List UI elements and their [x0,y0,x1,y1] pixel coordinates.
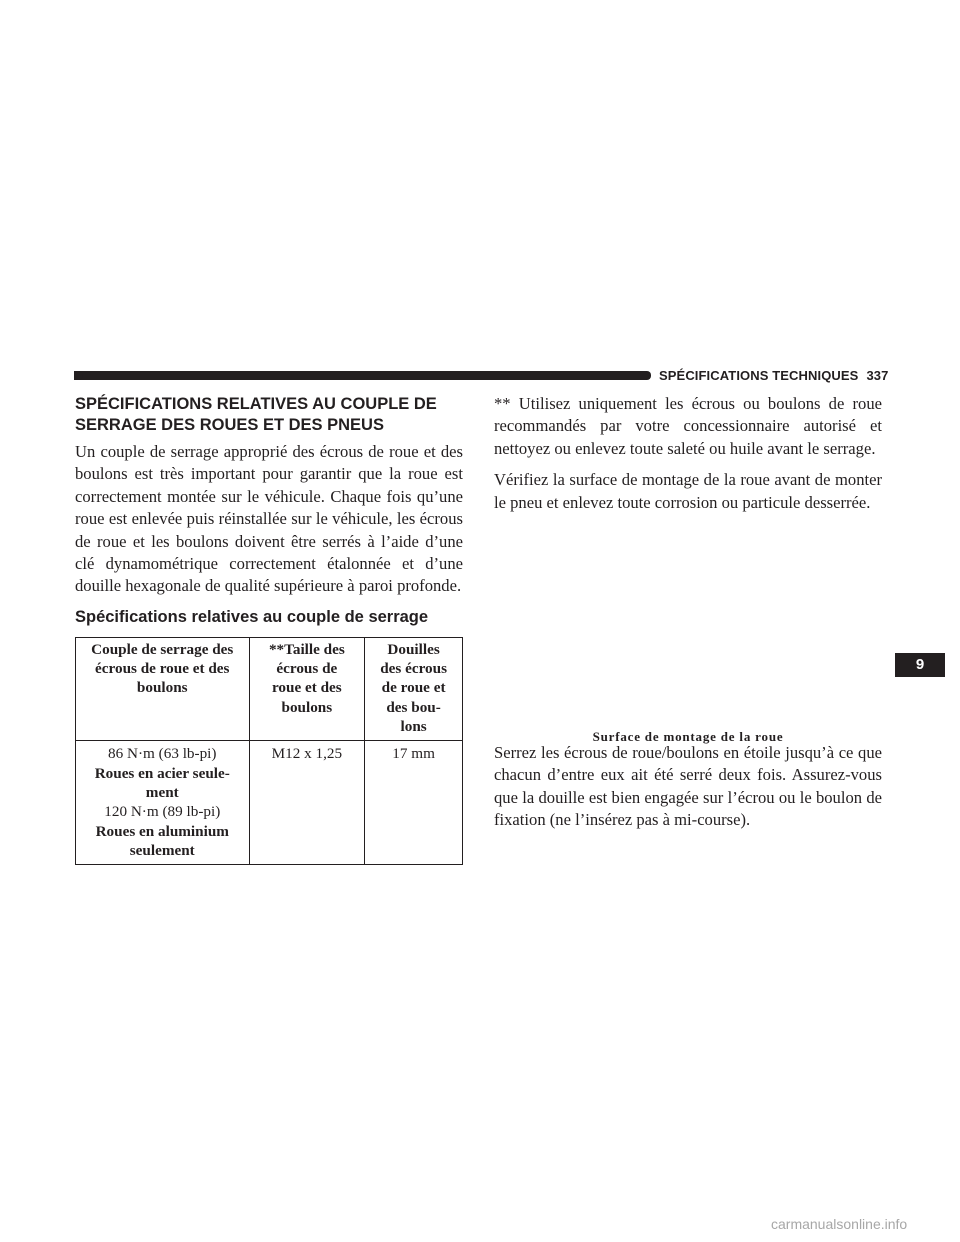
right-column [494,393,882,514]
section-title-line-2: SERRAGE DES ROUES ET DES PNEUS [75,416,384,434]
figure-caption: Surface de montage de la roue [592,729,784,744]
table-row [76,741,463,865]
header-torque: Couple de serrage des écrous de roue et des boulons [76,637,250,740]
star-pattern-paragraph: Serrez les écrous de roue/boulons en étoile jusqu’à ce que chacun d’entre eux ait été serré deux fois. Assurez-vous que la douille est bien engagée sur l’écrou ou le boulon de fixation (ne l’insérez pas à mi-course). [494,743,882,830]
running-header [659,368,888,383]
check-paragraph: Vérifiez la surface de montage de la roue avant de monter le pneu et enlevez toute corrosion ou particule desserrée. [494,470,882,512]
watermark: carmanualsonline.info [771,1216,908,1232]
header-socket: Douilles des écrous de roue et des bou- lons [365,637,463,740]
page-number: 337 [866,368,889,383]
cell-torque: 86 N·m (63 lb-pi) Roues en acier seule- ment 120 N·m (89 lb-pi) Roues en aluminium seulement [76,741,250,865]
section-title-line-1: SPÉCIFICATIONS RELATIVES AU COUPLE DE [75,395,437,413]
torque-spec-table [75,637,463,865]
torque-steel: 86 N·m (63 lb-pi) [108,745,217,763]
table-title: Spécifications relatives au couple de serrage [75,607,429,626]
section-title [75,394,463,436]
header-rule [74,371,651,380]
table-header-row [76,637,463,740]
cell-size: M12 x 1,25 [249,741,365,865]
cell-socket: 17 mm [365,741,463,865]
torque-aluminium: 120 N·m (89 lb-pi) [104,803,221,821]
chapter-tab: 9 [895,653,945,677]
left-column [75,394,463,865]
note-paragraph: ** Utilisez uniquement les écrous ou boulons de roue recommandés par votre concessionnaire autorisé et nettoyez ou enlevez toute saleté ou huile avant le serrage. [494,394,882,458]
header-section-title: SPÉCIFICATIONS TECHNIQUES [659,368,859,383]
header-size: **Taille des écrous de roue et des boulons [249,637,365,740]
intro-paragraph: Un couple de serrage approprié des écrous de roue et des boulons est très important pour garantir que la roue est correctement montée sur le véhicule. Chaque fois qu’une roue est enlevée puis réinstallée sur le véhicule, les écrous de roue et les boulons doivent être serrés à l’aide d’une clé dynamométrique correctement étalonnée et d’une douille hexagonale de qualité supérieure à paroi profonde. [75,442,463,596]
